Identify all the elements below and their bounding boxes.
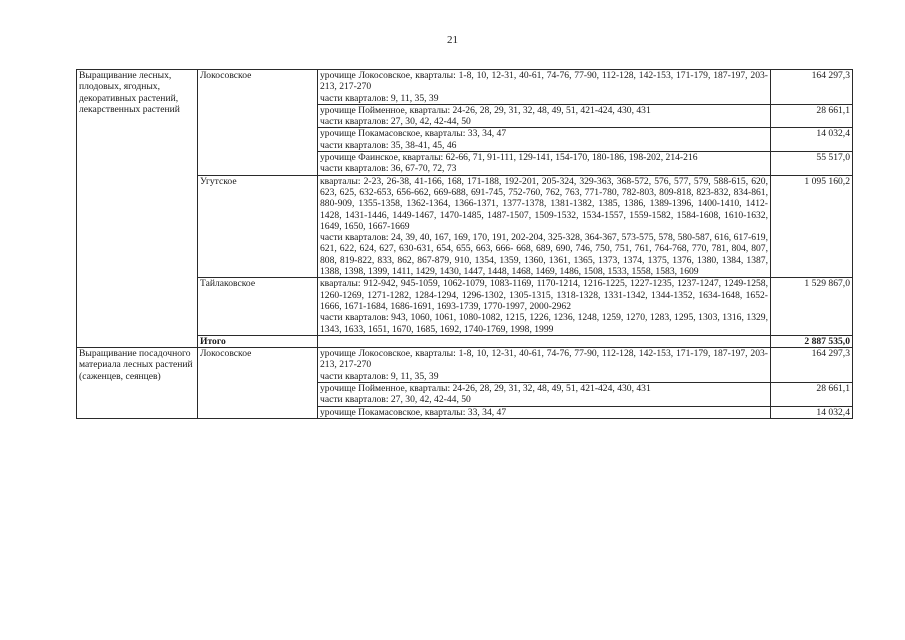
description-line: урочище Покамасовское, кварталы: 33, 34, 47: [320, 406, 507, 418]
description-line: урочище Покамасовское, кварталы: 33, 34, 47: [320, 128, 507, 140]
area-cell: 1 529 867,0: [771, 278, 853, 335]
area-cell: 28 661,1: [771, 383, 853, 407]
description-line: урочище Фаинское, кварталы: 62-66, 71, 91-111, 129-141, 154-170, 180-186, 198-202, 214-216: [320, 152, 698, 164]
forestry-cell: Локосовское: [198, 70, 318, 176]
description-line: части кварталов: 36, 67-70, 72, 73: [320, 163, 457, 175]
total-value: 2 887 535,0: [771, 335, 853, 347]
description-line: части кварталов: 27, 30, 42, 42-44, 50: [320, 394, 471, 406]
forestry-cell: Тайлаковское: [198, 278, 318, 335]
lease-areas-table: [76, 69, 853, 419]
description-cell: [318, 278, 771, 335]
description-cell: [318, 406, 771, 418]
description-line: части кварталов: 24, 39, 40, 167, 169, 170, 191, 202-204, 325-328, 364-367, 573-575, 578, 580-587, 616, 617-619, 621, 622, 624, 627, 630-631, 654, 655, 663, 666- 668, 689, 690, 746, 750, 751, 761, 764-768, 770, 781, 804, 807, 808, 819-822, 833, 862, 867-879, 910, 1354, 1359, 1360, 1361, 1365, 1373, 1374, 1375, 1376, 1380, 1384, 1387, 1388, 1398, 1399, 1411, 1429, 1430, 1447, 1448, 1468, 1469, 1486, 1508, 1533, 1558, 1583, 1609: [320, 232, 768, 278]
total-spacer: [318, 335, 771, 347]
area-cell: 1 095 160,2: [771, 175, 853, 278]
activity-cell: Выращивание посадочного материала лесных растений (саженцев, сеянцев): [77, 348, 198, 419]
description-line: части кварталов: 943, 1060, 1061, 1080-1082, 1215, 1226, 1236, 1248, 1259, 1270, 1283, 1295, 1303, 1316, 1329, 1343, 1633, 1651, 1670, 1685, 1692, 1740-1769, 1998, 1999: [320, 312, 768, 335]
forestry-cell: Локосовское: [198, 348, 318, 419]
description-cell: [318, 128, 771, 152]
table-row: [77, 348, 853, 383]
forestry-cell: Угутское: [198, 175, 318, 278]
description-line: кварталы: 2-23, 26-38, 41-166, 168, 171-188, 192-201, 205-324, 329-363, 368-572, 576, 577, 579, 588-615, 620, 623, 625, 632-653, 656-662, 669-688, 691-745, 752-760, 762, 763, 771-780, 782-803, 809-818, 823-832, 834-861, 880-909, 1355-1358, 1362-1364, 1366-1371, 1377-1378, 1381-1382, 1385, 1386, 1389-1396, 1400-1410, 1412-1428, 1431-1446, 1449-1467, 1470-1485, 1487-1507, 1509-1532, 1534-1557, 1559-1582, 1584-1608, 1610-1632, 1649, 1650, 1667-1669: [320, 175, 768, 232]
area-cell: 28 661,1: [771, 104, 853, 128]
area-cell: 55 517,0: [771, 152, 853, 176]
description-cell: [318, 152, 771, 176]
description-cell: [318, 175, 771, 278]
description-cell: [318, 70, 771, 105]
area-cell: 14 032,4: [771, 406, 853, 418]
description-line: части кварталов: 9, 11, 35, 39: [320, 370, 439, 382]
description-line: урочище Пойменное, кварталы: 24-26, 28, 29, 31, 32, 48, 49, 51, 421-424, 430, 431: [320, 383, 651, 395]
area-cell: 164 297,3: [771, 70, 853, 105]
description-cell: [318, 348, 771, 383]
description-line: кварталы: 912-942, 945-1059, 1062-1079, 1083-1169, 1170-1214, 1216-1225, 1227-1235, 1237-1247, 1249-1258, 1260-1269, 1271-1282, 1284-1294, 1296-1302, 1305-1315, 1318-1328, 1331-1342, 1344-1352, 1634-1648, 1652-1666, 1671-1684, 1686-1691, 1693-1739, 1770-1997, 2000-2962: [320, 278, 768, 312]
description-line: части кварталов: 9, 11, 35, 39: [320, 92, 439, 104]
activity-cell: Выращивание лесных, плодовых, ягодных, декоративных растений, лекарственных растений: [77, 70, 198, 348]
description-line: урочище Локосовское, кварталы: 1-8, 10, 12-31, 40-61, 74-76, 77-90, 112-128, 142-153, 171-179, 187-197, 203-213, 217-270: [320, 348, 768, 371]
total-label: Итого: [198, 335, 318, 347]
page-number: 21: [447, 34, 458, 46]
description-line: урочище Локосовское, кварталы: 1-8, 10, 12-31, 40-61, 74-76, 77-90, 112-128, 142-153, 171-179, 187-197, 203-213, 217-270: [320, 70, 768, 93]
description-line: части кварталов: 27, 30, 42, 42-44, 50: [320, 116, 471, 128]
description-cell: [318, 383, 771, 407]
table-row: [77, 70, 853, 105]
area-cell: 14 032,4: [771, 128, 853, 152]
area-cell: 164 297,3: [771, 348, 853, 383]
description-line: урочище Пойменное, кварталы: 24-26, 28, 29, 31, 32, 48, 49, 51, 421-424, 430, 431: [320, 104, 651, 116]
description-line: части кварталов: 35, 38-41, 45, 46: [320, 139, 457, 151]
description-cell: [318, 104, 771, 128]
